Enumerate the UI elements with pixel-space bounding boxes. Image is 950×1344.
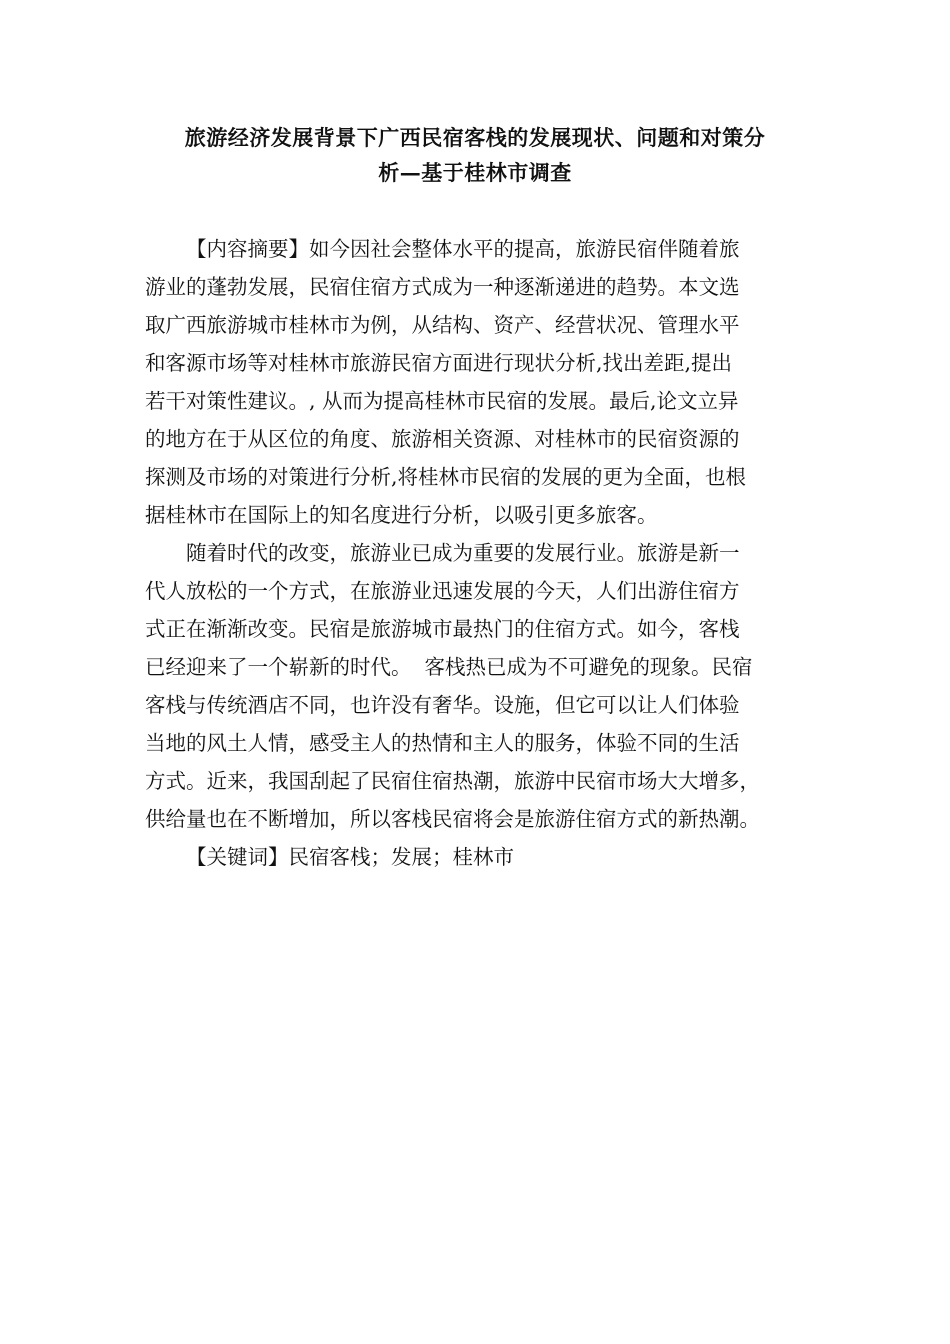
document-title (145, 120, 805, 190)
abstract-line: 探测及市场的对策进行分析,将桂林市民宿的发展的更为全面，也根 (145, 465, 747, 489)
body-line: 式正在渐渐改变。民宿是旅游城市最热门的住宿方式。如今，客栈 (145, 617, 740, 641)
keywords-label: 【关键词】 (186, 845, 289, 869)
abstract-line: 和客源市场等对桂林市旅游民宿方面进行现状分析,找出差距,提出 (145, 351, 733, 375)
body-line: 代人放松的一个方式，在旅游业迅速发展的今天，人们出游住宿方 (145, 579, 740, 603)
abstract-line: 游业的蓬勃发展，民宿住宿方式成为一种逐渐递进的趋势。本文选 (145, 275, 740, 299)
abstract-paragraph (145, 230, 805, 534)
abstract-line: 若干对策性建议。, 从而为提高桂林市民宿的发展。最后,论文立异 (145, 389, 739, 413)
body-line: 当地的风土人情，感受主人的热情和主人的服务，体验不同的生活 (145, 731, 740, 755)
keywords-value: 民宿客栈；发展；桂林市 (288, 845, 514, 869)
abstract-line: 据桂林市在国际上的知名度进行分析，以吸引更多旅客。 (145, 503, 658, 527)
body-line: 供给量也在不断增加，所以客栈民宿将会是旅游住宿方式的新热潮。 (145, 807, 760, 831)
body-line: 客栈与传统酒店不同，也许没有奢华。设施，但它可以让人们体验 (145, 693, 740, 717)
body-line: 已经迎来了一个崭新的时代。 客栈热已成为不可避免的现象。民宿 (145, 655, 753, 679)
document-body (145, 230, 805, 876)
body-paragraph (145, 534, 805, 838)
title-line: 析—基于桂林市调查 (378, 160, 572, 185)
keywords-paragraph (145, 838, 805, 876)
abstract-line: 的地方在于从区位的角度、旅游相关资源、对桂林市的民宿资源的 (145, 427, 740, 451)
body-line: 方式。近来，我国刮起了民宿住宿热潮，旅游中民宿市场大大增多， (145, 769, 760, 793)
abstract-text: 如今因社会整体水平的提高，旅游民宿伴随着旅 (309, 237, 740, 261)
body-line: 随着时代的改变，旅游业已成为重要的发展行业。旅游是新一 (186, 541, 740, 565)
abstract-line: 取广西旅游城市桂林市为例，从结构、资产、经营状况、管理水平 (145, 313, 740, 337)
abstract-line (145, 230, 805, 268)
abstract-label: 【内容摘要】 (186, 237, 309, 261)
title-line: 旅游经济发展背景下广西民宿客栈的发展现状、问题和对策分 (184, 125, 766, 150)
keywords-line (145, 838, 805, 876)
